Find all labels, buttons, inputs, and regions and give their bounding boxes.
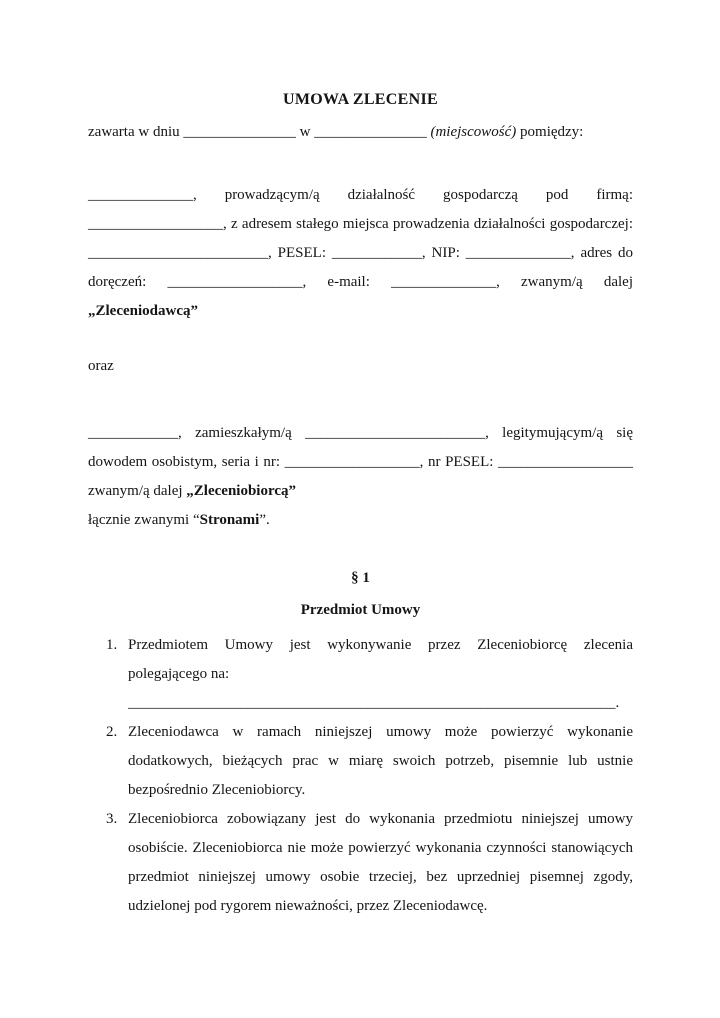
clauses-list bbox=[88, 631, 633, 921]
connector-text: oraz bbox=[88, 358, 114, 374]
clause-text: Zleceniobiorca zobowiązany jest do wykonania przedmiotu niniejszej umowy osobiście. Zleceniobiorca nie może powierzyć wykonania czynności stanowiących przedmiot niniejszej umowy osobie trzeciej, bez uprzedniej pisemnej zgody, udzielonej pod rygorem nieważności, przez Zleceniodawcę. bbox=[128, 811, 633, 914]
intro-paragraph bbox=[88, 118, 633, 147]
clause-text: Przedmiotem Umowy jest wykonywanie przez Zleceniobiorcę zlecenia polegającego na: bbox=[128, 637, 633, 682]
blank-fill-line: _________________________________________________________________. bbox=[128, 695, 620, 711]
principal-defined-name: „Zleceniodawcą” bbox=[88, 303, 198, 319]
parties-defined-name: Stronami bbox=[199, 512, 260, 528]
list-item-number: 2. bbox=[106, 724, 118, 740]
list-item-body bbox=[128, 718, 633, 805]
section-heading: Przedmiot Umowy bbox=[300, 602, 421, 618]
list-item-number: 3. bbox=[106, 811, 118, 827]
contractor-paragraph bbox=[88, 419, 633, 506]
contractor-text: ____________, zamieszkałym/ą ________________________, legitymującym/ą się dowodem osobistym, seria i nr: __________________, nr PESEL: __________________ zwanym/ą dalej bbox=[88, 425, 633, 499]
principal-paragraph bbox=[88, 181, 633, 326]
principal-text: ______________, prowadzącym/ą działalność gospodarczą pod firmą: __________________, z adresem stałego miejsca prowadzenia działalności gospodarczej: ________________________, PESEL: ____________, NIP: ______________, adres do doręczeń: __________________, e-mail: ______________, zwanym/ą dalej bbox=[88, 187, 633, 290]
list-item bbox=[88, 631, 633, 718]
intro-text-after-place: pomiędzy: bbox=[516, 124, 584, 140]
list-item bbox=[88, 805, 633, 921]
connector-word bbox=[88, 352, 633, 381]
list-item-body bbox=[128, 805, 633, 921]
place-hint-label: (miejscowość) bbox=[430, 124, 517, 140]
list-item-body bbox=[128, 631, 633, 718]
parties-text-before: łącznie zwanymi “ bbox=[88, 512, 200, 528]
section-number: § 1 bbox=[351, 570, 370, 586]
document-title: UMOWA ZLECENIE bbox=[283, 91, 438, 108]
contractor-defined-name: „Zleceniobiorcą” bbox=[186, 483, 297, 499]
parties-line bbox=[88, 506, 633, 535]
list-item-number: 1. bbox=[106, 637, 118, 653]
list-item bbox=[88, 718, 633, 805]
intro-text-before-place: zawarta w dniu _______________ w _______________ bbox=[88, 124, 431, 140]
parties-text-after: ”. bbox=[259, 512, 270, 528]
clause-text: Zleceniodawca w ramach niniejszej umowy może powierzyć wykonanie dodatkowych, bieżących prac w miarę swoich potrzeb, pisemnie lub ustnie bezpośrednio Zleceniobiorcy. bbox=[128, 724, 633, 798]
